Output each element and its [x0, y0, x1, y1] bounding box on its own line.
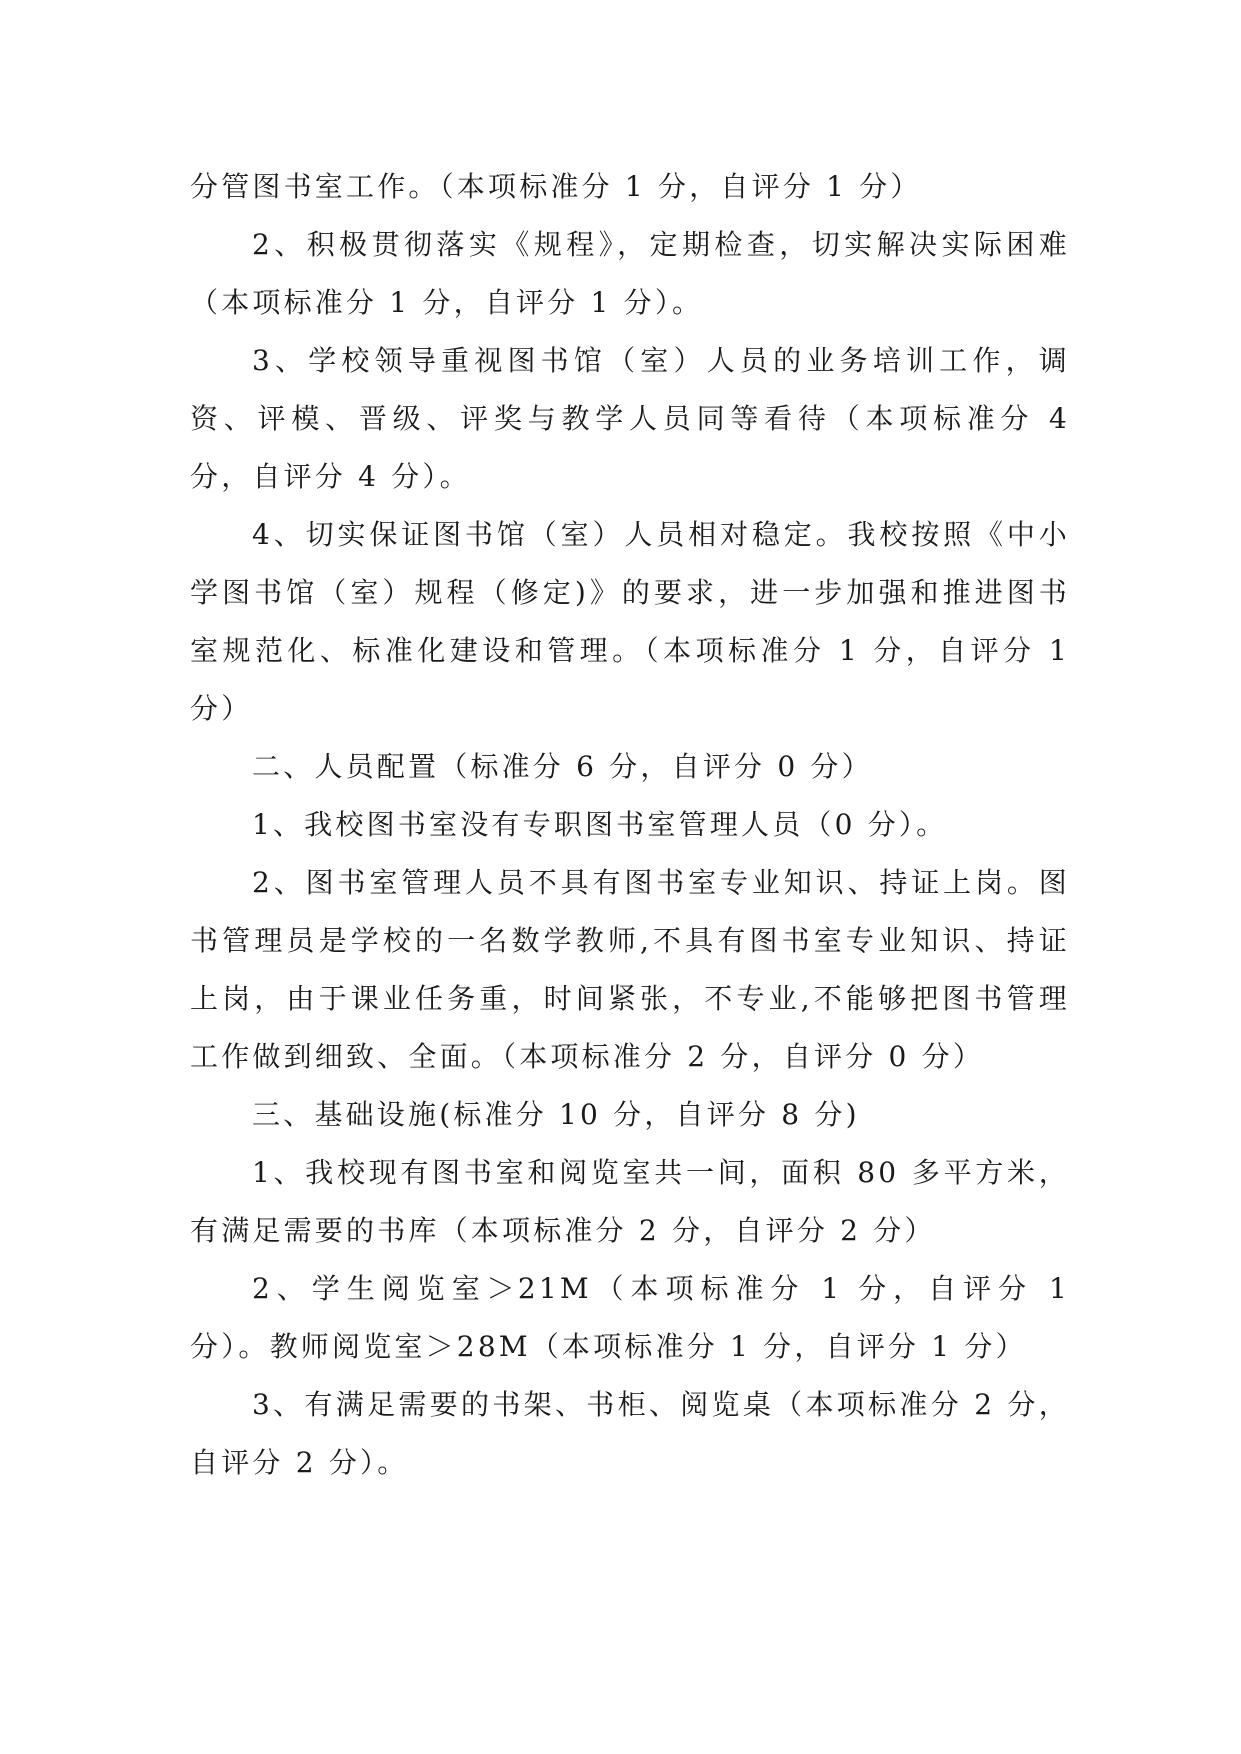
section-heading-staffing: 二、人员配置（标准分 6 分，自评分 0 分）: [252, 750, 873, 783]
section-heading-facilities: 三、基础设施(标准分 10 分，自评分 8 分): [252, 1098, 860, 1131]
paragraph-6: 1、我校图书室没有专职图书室管理人员（0 分）。: [252, 808, 948, 841]
paragraph-4: 4、切实保证图书馆（室）人员相对稳定。我校按照《中小学图书馆（室）规程（修定)》的要求，进一步加强和推进图书室规范化、标准化建设和管理。（本项标准分 1 分，自评分 1 分）: [190, 518, 1070, 725]
paragraph-11: 3、有满足需要的书架、书柜、阅览桌（本项标准分 2 分，自评分 2 分）。: [190, 1388, 1070, 1479]
paragraph-3: 3、学校领导重视图书馆（室）人员的业务培训工作，调资、评模、晋级、评奖与教学人员同等看待（本项标准分 4 分，自评分 4 分）。: [190, 344, 1070, 493]
paragraph-2: 2、积极贯彻落实《规程》，定期检查，切实解决实际困难（本项标准分 1 分，自评分 1 分）。: [190, 228, 1070, 319]
document-body: [190, 158, 1070, 1492]
paragraph-7: 2、图书室管理人员不具有图书室专业知识、持证上岗。图书管理员是学校的一名数学教师,不具有图书室专业知识、持证上岗，由于课业任务重，时间紧张，不专业,不能够把图书管理工作做到细致、全面。（本项标准分 2 分，自评分 0 分）: [190, 866, 1070, 1073]
paragraph-10: 2、学生阅览室＞21M（本项标准分 1 分，自评分 1 分）。教师阅览室＞28M（本项标准分 1 分，自评分 1 分）: [190, 1272, 1070, 1363]
paragraph-1: 分管图书室工作。（本项标准分 1 分，自评分 1 分）: [190, 170, 922, 203]
paragraph-9: 1、我校现有图书室和阅览室共一间，面积 80 多平方米，有满足需要的书库（本项标准分 2 分，自评分 2 分）: [190, 1156, 1070, 1247]
